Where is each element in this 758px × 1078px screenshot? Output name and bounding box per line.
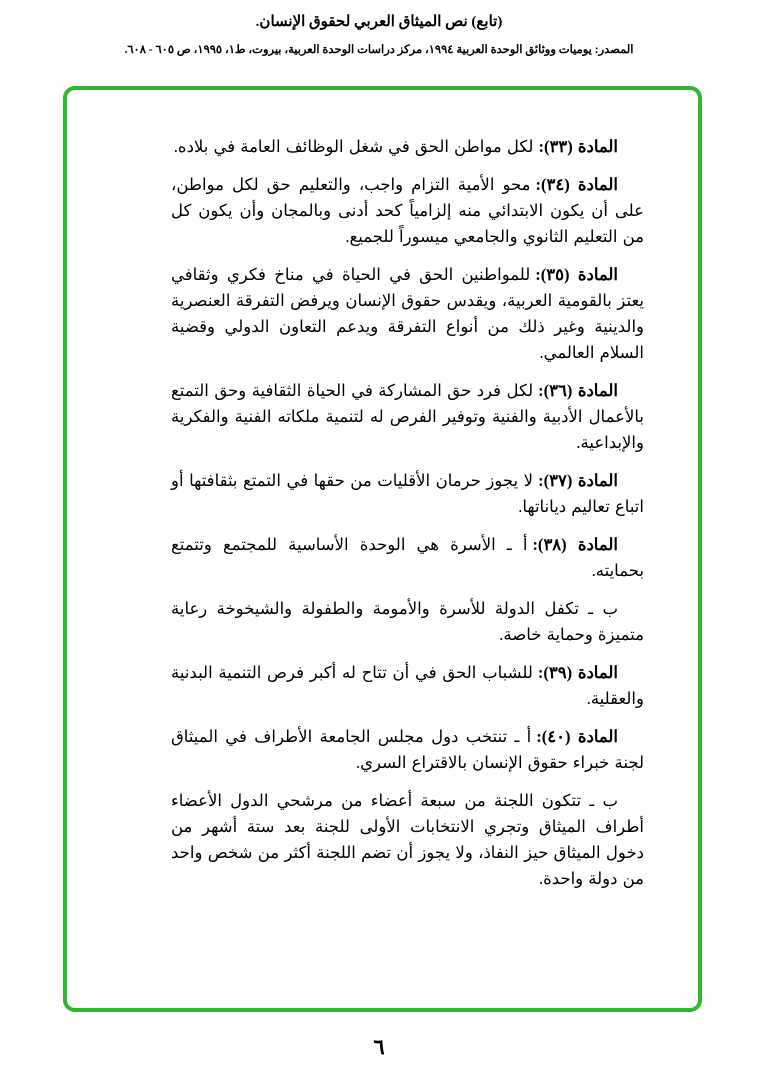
article-text: أ ـ الأسرة هي الوحدة الأساسية للمجتمع وتتمتع بحمايته. [171,535,644,580]
article-paragraph [171,788,644,892]
article-text: محو الأمية التزام واجب، والتعليم حق لكل مواطن، على أن يكون الابتدائي منه إلزامياً كحد أدنى وبالمجان وأن يكون كل من التعليم الثانوي والجامعي ميسوراً للجميع. [171,175,644,246]
article-text: لكل مواطن الحق في شغل الوظائف العامة في بلاده. [173,137,534,156]
article-number: المادة (٣٨): [532,535,618,554]
content-border-box [63,86,702,1012]
article-paragraph [171,596,644,648]
article-paragraph [171,378,644,456]
article-text: لا يجوز حرمان الأقليات من حقها في التمتع بثقافتها أو اتباع تعاليم دياناتها. [171,471,644,516]
article-text: ب ـ تتكون اللجنة من سبعة أعضاء من مرشحي الدول الأعضاء أطراف الميثاق وتجري الانتخابات الأولى للجنة بعد ستة أشهر من دخول الميثاق حيز النفاذ، ولا يجوز أن تضم اللجنة أكثر من شخص واحد من دولة واحدة. [171,791,644,888]
article-number: المادة (٣٣): [538,137,618,156]
article-number: المادة (٣٩): [537,663,618,682]
article-number: المادة (٤٠): [536,727,619,746]
article-text: ب ـ تكفل الدولة للأسرة والأمومة والطفولة والشيخوخة رعاية متميزة وحماية خاصة. [171,599,644,644]
article-text: للمواطنين الحق في الحياة في مناخ فكري وثقافي يعتز بالقومية العربية، ويقدس حقوق الإنسان ويرفض التفرقة العنصرية والدينية وغير ذلك من أنواع التفرقة ويدعم التعاون الدولي وقضية السلام العالمي. [171,265,644,362]
article-paragraph [171,660,644,712]
article-number: المادة (٣٤): [535,175,618,194]
article-text: للشباب الحق في أن تتاح له أكبر فرص التنمية البدنية والعقلية. [171,663,644,708]
article-paragraph [171,724,644,776]
source-line: المصدر: يوميات ووثائق الوحدة العربية ١٩٩٤، مركز دراسات الوحدة العربية، بيروت، ط١، ١٩٩٥، ص ٦٠٥ - ٦٠٨. [124,44,634,56]
article-paragraph [171,532,644,584]
article-paragraph [171,172,644,250]
article-paragraph [171,468,644,520]
document-title: (تابع) نص الميثاق العربي لحقوق الإنسان. [255,14,503,30]
article-text: أ ـ تنتخب دول مجلس الجامعة الأطراف في الميثاق لجنة خبراء حقوق الإنسان بالاقتراع السري. [171,727,644,772]
article-number: المادة (٣٧): [538,471,618,490]
article-paragraph [171,262,644,366]
article-number: المادة (٣٦): [538,381,618,400]
page-number: ٦ [373,1035,385,1059]
article-number: المادة (٣٥): [535,265,618,284]
article-paragraph [171,134,644,160]
article-text: لكل فرد حق المشاركة في الحياة الثقافية وحق التمتع بالأعمال الأدبية والفنية وتوفير الفرص له لتنمية ملكاته الفنية والفكرية والإبداعية. [171,381,644,452]
articles-text-area [67,90,698,892]
page-header [0,0,758,56]
